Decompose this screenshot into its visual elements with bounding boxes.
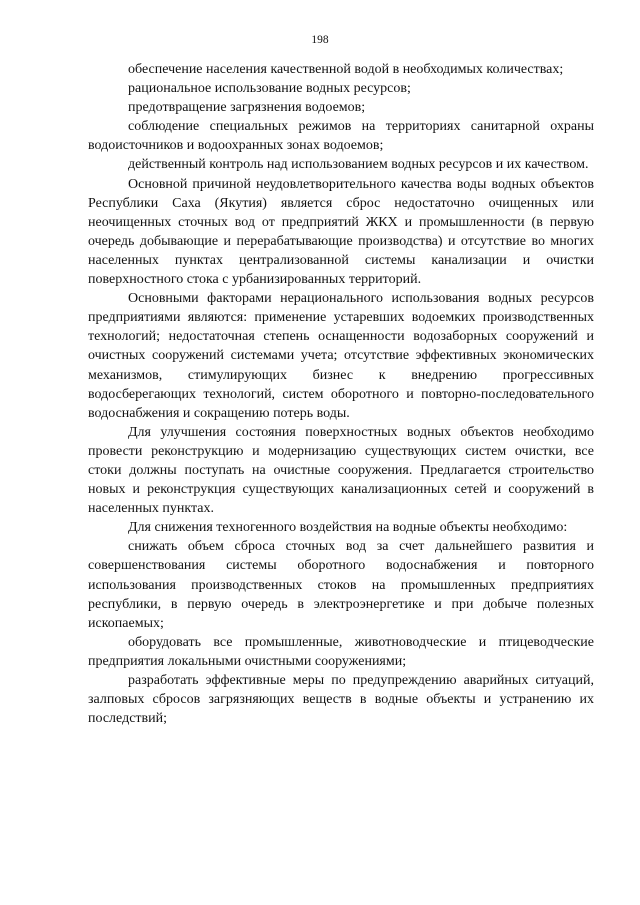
paragraph: Для улучшения состояния поверхностных водных объектов необходимо провести реконструкцию и модернизацию существующих систем очистки, все стоки должны поступать на очистные сооружения. Предлагается строительство новых и реконструкция существующих канализационных сетей и сооружений в населенных пунктах.: [88, 424, 594, 517]
paragraph: разработать эффективные меры по предупреждению аварийных ситуаций, залповых сбросов загрязняющих веществ в водные объекты и устранению их последствий;: [88, 673, 594, 727]
paragraph: действенный контроль над использованием водных ресурсов и их качеством.: [128, 157, 589, 173]
paragraph: Основной причиной неудовлетворительного качества воды водных объектов Республики Саха (Якутия) является сброс недостаточно очищенных или неочищенных сточных вод от предприятий ЖКХ и промышленности (в первую очередь добывающие и перерабатывающие производства) и отсутствие во многих населенных пунктах централизованной системы канализации и очистки поверхностного стока с урбанизированных территорий.: [88, 176, 594, 288]
paragraph: Основными факторами нерационального использования водных ресурсов предприятиями являются: применение устаревших водоемких производственных технологий; недостаточная степень оснащенности водозаборных сооружений и очистных сооружений системами учета; отсутствие эффективных экономических механизмов, стимулирующих бизнес к внедрению прогрессивных водосберегающих технологий, систем оборотного и повторно-последовательного водоснабжения и сокращению потерь воды.: [88, 291, 594, 421]
paragraph: Для снижения техногенного воздействия на водные объекты необходимо:: [128, 520, 568, 536]
paragraph: соблюдение специальных режимов на территориях санитарной охраны водоисточников и водоохранных зонах водоемов;: [88, 119, 594, 154]
page-body: [88, 60, 594, 728]
paragraph: снижать объем сброса сточных вод за счет дальнейшего развития и совершенствования системы оборотного водоснабжения и повторного использования производственных стоков на промышленных предприятиях республики, в первую очередь в электроэнергетике и при добыче полезных ископаемых;: [88, 539, 594, 631]
paragraph: предотвращение загрязнения водоемов;: [128, 100, 366, 116]
page-number: 198: [311, 34, 329, 46]
paragraph: обеспечение населения качественной водой в необходимых количествах;: [128, 62, 564, 77]
paragraph: рациональное использование водных ресурсов;: [128, 81, 411, 97]
paragraph: оборудовать все промышленные, животноводческие и птицеводческие предприятия локальными очистными сооружениями;: [88, 634, 594, 669]
